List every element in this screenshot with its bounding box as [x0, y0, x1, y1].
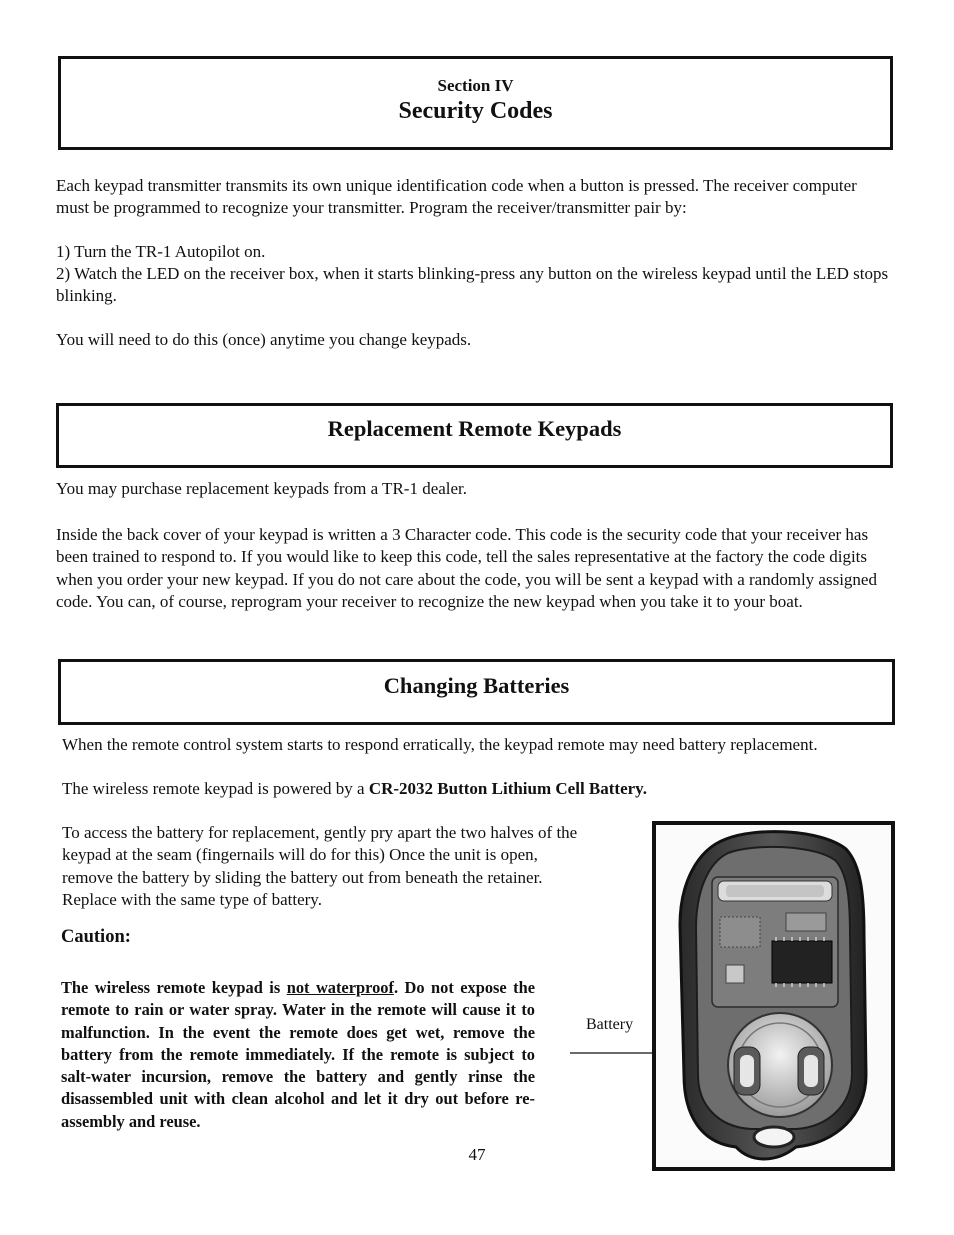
page-number: 47 [468, 1145, 486, 1164]
caution-not-waterproof: not waterproof [286, 978, 394, 997]
security-step-2: 2) Watch the LED on the receiver box, when it starts blinking-press any button on the wireless keypad until the LED stops blinking. [56, 264, 889, 306]
battery-sentence-text: The wireless remote keypad is powered by a [62, 779, 369, 798]
batteries-paragraph-2 [62, 778, 902, 800]
replacement-paragraph-2: Inside the back cover of your keypad is written a 3 Character code. This code is the security code that your receiver has been trained to respond to. If you would like to keep this code, tell the sales representative at the factory the code digits when you order your new keypad. If you do not care about the code, you will be sent a keypad with a randomly assigned code. You can, of course, reprogram your receiver to recognize the new keypad when you take it to your boat. [56, 525, 877, 611]
section-kicker: Section IV [437, 76, 514, 95]
battery-label: Battery [586, 1016, 634, 1033]
open-keypad-illustration [656, 825, 891, 1167]
batteries-paragraph-3: To access the battery for replacement, gently pry apart the two halves of the keypad at the seam (fingernails will do for this) Once the unit is open, remove the battery by sliding the battery out from beneath the retainer. Replace with the same type of battery. [62, 823, 578, 909]
section-header-box [58, 56, 893, 150]
security-intro: Each keypad transmitter transmits its own unique identification code when a button is pressed. The receiver computer must be programmed to recognize your transmitter. Program the receiver/transmitter pair by: [56, 176, 857, 218]
caution-heading: Caution: [61, 927, 131, 947]
caution-text-a: The wireless remote keypad is [61, 978, 287, 997]
security-step-1: 1) Turn the TR-1 Autopilot on. [56, 242, 266, 261]
replacement-title: Replacement Remote Keypads [327, 416, 622, 441]
keypad-photo [652, 821, 895, 1171]
section-title: Security Codes [398, 98, 553, 124]
battery-type: CR-2032 Button Lithium Cell Battery. [368, 779, 647, 798]
batteries-title: Changing Batteries [383, 673, 570, 698]
batteries-header-box [58, 659, 895, 725]
caution-paragraph [61, 977, 535, 1133]
batteries-paragraph-1: When the remote control system starts to respond erratically, the keypad remote may need battery replacement. [62, 735, 818, 754]
security-note: You will need to do this (once) anytime you change keypads. [56, 330, 472, 349]
caution-text-b: . Do not expose the remote to rain or water spray. Water in the remote will cause it to malfunction. In the event the remote does get wet, remove the battery from the remote immediately. If the remote is subject to salt-water incursion, remove the battery and gently rinse the disassembled unit with clean alcohol and let it dry out before re-assembly and reuse. [61, 978, 536, 1131]
replacement-header-box [56, 403, 893, 468]
replacement-paragraph-1: You may purchase replacement keypads from a TR-1 dealer. [56, 479, 468, 498]
